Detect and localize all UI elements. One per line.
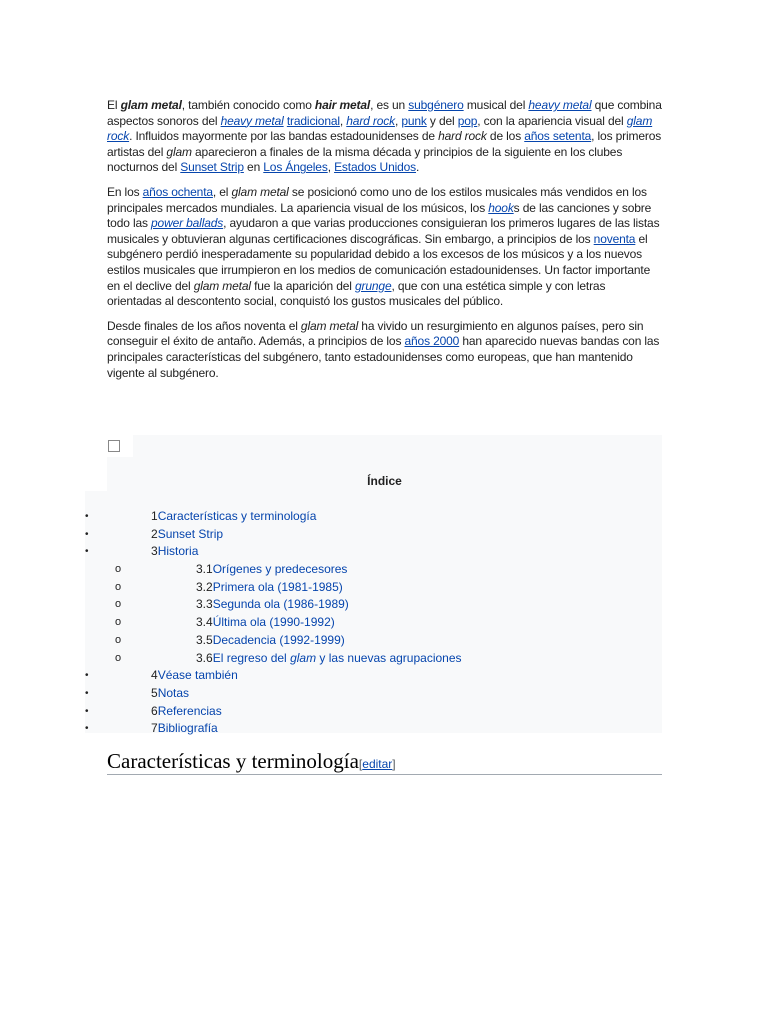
toc-entry — [196, 614, 335, 632]
toc-link[interactable]: Historia — [157, 544, 199, 559]
paragraph-text: El — [107, 98, 121, 112]
bold-term: hair metal — [314, 98, 371, 112]
italic-term: glam metal — [193, 278, 251, 293]
toc-link[interactable]: Referencias — [157, 703, 222, 718]
toc-entry — [196, 596, 349, 614]
bullet-icon: • — [85, 511, 89, 522]
toc-subitem — [0, 632, 768, 650]
italic-term: glam metal — [231, 184, 289, 199]
paragraph-text: , — [327, 160, 335, 175]
paragraph-text: aparecieron a finales de la misma década y principios de la siguiente en los clubes nocturnos del — [107, 144, 623, 175]
paragraph-text: de los — [486, 129, 525, 144]
toc-link[interactable]: Última ola (1990-1992) — [212, 615, 335, 630]
toc-entry — [151, 508, 316, 526]
article-link[interactable]: grunge — [355, 278, 392, 293]
paragraph-text: , también conocido como — [181, 98, 315, 112]
toc-item — [0, 667, 768, 685]
toc-item — [0, 526, 768, 544]
toc-number: 3.2 — [196, 579, 213, 594]
article-link[interactable]: años ochenta — [142, 184, 213, 199]
section-heading-text: Características y terminología — [107, 749, 359, 773]
paragraph — [107, 319, 662, 381]
toc-number: 3.6 — [196, 650, 213, 665]
article-link[interactable]: glam rock — [107, 113, 653, 144]
toc-subitem — [0, 561, 768, 579]
toc-number: 7 — [151, 721, 158, 736]
paragraph-text: s de las canciones y sobre todo las — [107, 200, 652, 231]
toc-number: 2 — [151, 526, 158, 541]
paragraph-text: , el — [212, 184, 232, 199]
toc-link[interactable]: Bibliografía — [157, 721, 218, 736]
paragraph-text: musical del — [463, 98, 529, 112]
article-link[interactable]: hook — [488, 200, 514, 215]
bullet-icon: o — [115, 633, 122, 646]
paragraph-text: se posicionó como uno de los estilos musicales más vendidos en los principales mercados mundiales. La apariencia visual de los músicos, los — [107, 184, 647, 215]
toc-number: 3.4 — [196, 615, 213, 630]
paragraph-text: Desde finales de los años noventa el — [107, 318, 301, 333]
bullet-icon: • — [85, 687, 89, 699]
toc-number: 3 — [151, 544, 158, 559]
paragraph-text: , es un — [370, 98, 409, 112]
paragraph-text: En los — [107, 184, 143, 199]
bullet-icon: • — [85, 705, 89, 717]
toc-item — [0, 685, 768, 703]
toc-link[interactable]: Características y terminología — [157, 509, 317, 523]
toc-entry — [151, 703, 222, 721]
toc-subitem — [0, 614, 768, 632]
toc-entry — [196, 579, 343, 597]
toc-entry — [151, 667, 238, 685]
paragraph-text: , con la apariencia visual del — [477, 113, 627, 128]
article-link[interactable]: hard rock — [346, 113, 395, 128]
toc-number: 3.5 — [196, 632, 213, 647]
paragraph-text: . — [416, 160, 420, 175]
toc-entry — [151, 543, 198, 561]
article-intro — [107, 98, 662, 390]
paragraph-text: que combina aspectos sonoros del — [107, 98, 662, 128]
article-link[interactable]: pop — [457, 113, 478, 128]
article-link[interactable]: años 2000 — [404, 334, 460, 349]
toc-subitem — [0, 579, 768, 597]
article-link[interactable]: punk — [401, 113, 427, 128]
article-link[interactable]: años setenta — [524, 129, 592, 144]
article-link[interactable]: tradicional — [286, 113, 340, 128]
toc-link[interactable]: Véase también — [157, 668, 238, 683]
article-link[interactable]: Los Ángeles — [263, 160, 328, 175]
paragraph-text: ha vivido un resurgimiento en algunos países, pero sin conseguir el éxito de antaño. Además, a principios de los — [107, 318, 644, 349]
toc-entry — [151, 685, 189, 703]
toc-item — [0, 508, 768, 526]
article-link[interactable]: power ballads — [151, 216, 224, 231]
paragraph-text: , los primeros artistas del — [107, 129, 662, 159]
article-link[interactable]: subgénero — [408, 98, 464, 112]
toc-subitem — [0, 650, 768, 668]
toc-item — [0, 703, 768, 721]
italic-term: glam — [166, 144, 192, 159]
paragraph-text: , que con una estética simple y con letras orientadas al descontento social, conquistó los gustos musicales del público. — [107, 278, 606, 309]
paragraph-text: , ayudaron a que varias producciones consiguieran los primeros lugares de las listas musicales y obtuvieran algunas certificaciones discográficas. Sin embargo, a principios de los — [107, 216, 660, 246]
toc-entry — [151, 526, 223, 544]
article-link[interactable]: noventa — [593, 231, 636, 246]
article-link[interactable]: heavy metal — [528, 98, 592, 112]
bullet-icon: o — [115, 616, 122, 629]
toc-number: 4 — [151, 668, 158, 683]
toc-link[interactable]: Notas — [157, 685, 190, 700]
toc-number: 5 — [151, 685, 158, 700]
paragraph-text: han aparecido nuevas bandas con las principales características del subgénero, tanto estadounidenses como europeas, que han mantenido vigente al subgénero. — [107, 334, 660, 380]
bullet-icon: • — [85, 723, 89, 735]
toc-link[interactable]: Segunda ola (1986-1989) — [212, 597, 349, 612]
toc-link[interactable]: Primera ola (1981-1985) — [212, 579, 343, 594]
paragraph-text: , — [394, 113, 402, 128]
toc-number: 6 — [151, 703, 158, 718]
toc-title: Índice — [367, 474, 402, 488]
toc-subitem — [0, 596, 768, 614]
bullet-icon: o — [115, 651, 122, 664]
edit-link[interactable]: editar — [362, 757, 393, 771]
toc-link[interactable]: Orígenes y predecesores — [212, 562, 348, 577]
toc-number: 3.1 — [196, 562, 213, 577]
article-link[interactable]: Sunset Strip — [180, 160, 244, 175]
paragraph-text: el subgénero perdió inesperadamente su popularidad debido a los excesos de los músicos y a los nuevos estilos musicales que irrumpieron en los medios de comunicación estadounidenses. Un factor importante en el declive del — [107, 231, 651, 293]
section-heading — [107, 748, 662, 775]
paragraph-text: fue la aparición del — [250, 278, 356, 293]
toc-list — [0, 508, 768, 738]
toc-link[interactable]: El regreso del glam y las nuevas agrupaciones — [212, 650, 462, 665]
paragraph — [107, 185, 662, 310]
bullet-icon: o — [115, 580, 122, 593]
toc-entry — [196, 632, 345, 650]
italic-term: glam — [290, 650, 317, 665]
toc-item — [0, 720, 768, 738]
toc-link[interactable]: Sunset Strip — [157, 526, 224, 541]
paragraph — [107, 98, 662, 176]
paragraph-text: y del — [426, 113, 458, 128]
toc-number: 3.3 — [196, 597, 213, 612]
toc-entry — [151, 720, 218, 738]
bullet-icon: o — [115, 598, 122, 611]
bullet-icon: • — [85, 528, 89, 540]
paragraph-text: en — [243, 160, 264, 175]
bold-term: glam metal — [120, 98, 182, 112]
article-link[interactable]: heavy metal — [220, 113, 284, 128]
toc-item — [0, 543, 768, 561]
bullet-icon: o — [115, 563, 122, 576]
bullet-icon: • — [85, 670, 89, 682]
italic-term: hard rock — [438, 129, 487, 144]
toc-toggle-checkbox[interactable] — [108, 440, 120, 452]
bullet-icon: • — [85, 546, 89, 558]
edit-bracket-open: [ — [358, 757, 363, 771]
italic-term: glam metal — [300, 318, 359, 333]
article-link[interactable]: Estados Unidos — [334, 160, 417, 175]
edit-section — [359, 757, 396, 771]
toc-entry — [196, 561, 347, 579]
toc-number: 1 — [151, 509, 158, 523]
paragraph-text: , — [339, 113, 347, 128]
paragraph-text: . Influidos mayormente por las bandas estadounidenses de — [129, 129, 439, 144]
edit-bracket-close: ] — [392, 757, 396, 771]
toc-link[interactable]: Decadencia (1992-1999) — [212, 632, 345, 647]
toc-entry — [196, 650, 462, 668]
